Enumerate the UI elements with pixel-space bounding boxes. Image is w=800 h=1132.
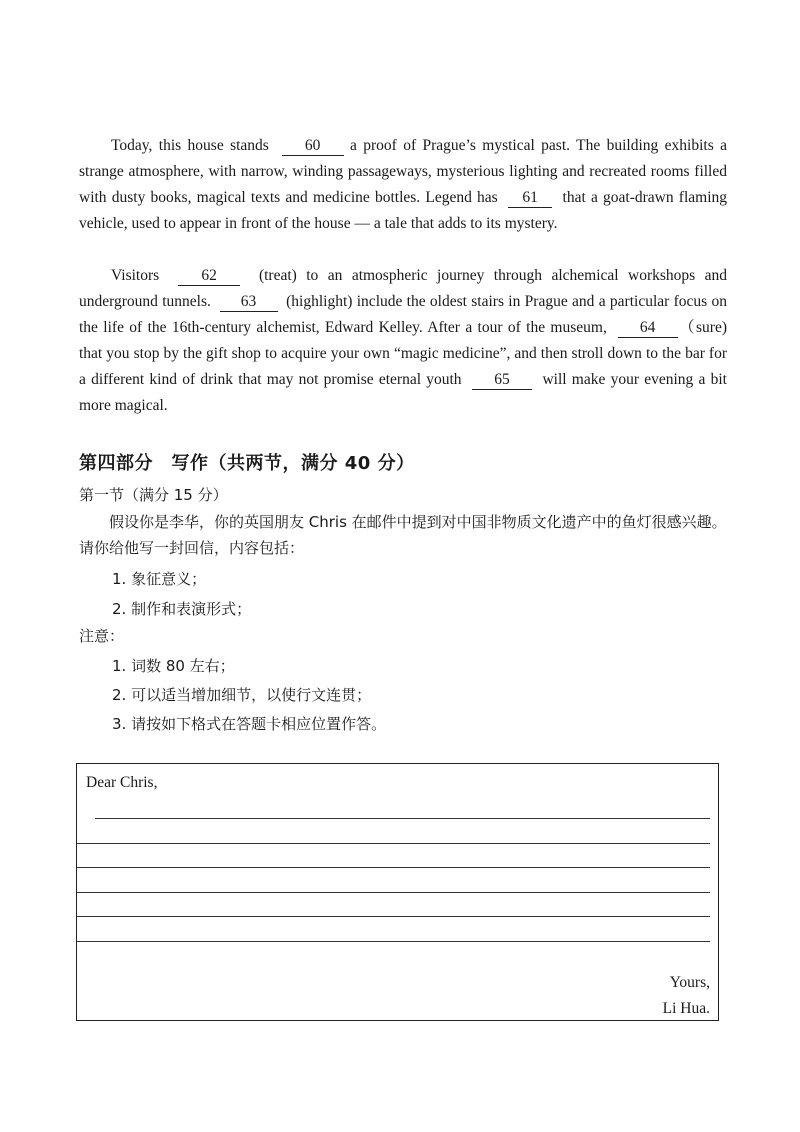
writing-line[interactable]: [77, 867, 710, 868]
blank-63[interactable]: 63: [220, 293, 278, 312]
content-point-2: 2. 制作和表演形式；: [112, 600, 252, 618]
writing-line[interactable]: [77, 892, 710, 893]
reading-paragraph-1: Today, this house stands 60 a proof of Prague’s mystical past. The building exhibits a strange atmosphere, with narrow, winding passageways, mysterious lighting and recreated rooms filled with dusty books, magical texts and medicine bottles. Legend has 61 that a goat-drawn flaming vehicle, used to appear in front of the house — a tale that adds to its mystery.: [79, 137, 728, 232]
letter-greeting: Dear Chris,: [86, 774, 158, 791]
note-item-3: 3. 请按如下格式在答题卡相应位置作答。: [112, 715, 387, 733]
answer-box: [76, 763, 719, 1021]
content-point-1: 1. 象征意义；: [112, 570, 207, 588]
blank-60[interactable]: 60: [282, 137, 344, 156]
blank-62[interactable]: 62: [178, 267, 240, 286]
note-item-2: 2. 可以适当增加细节，以使行文连贯；: [112, 686, 372, 704]
subsection-title: 第一节（满分 15 分）: [79, 486, 228, 504]
blank-64[interactable]: 64: [618, 319, 678, 338]
note-item-1: 1. 词数 80 左右；: [112, 657, 235, 675]
reading-paragraph-2: Visitors 62 (treat) to an atmospheric journey through alchemical workshops and underground tunnels. 63 (highlight) include the oldest stairs in Prague and a particular focus on the life of the 16th-century alchemist, Edward Kelley. After a tour of the museum, 64 （sure) that you stop by the gift shop to acquire your own “magic medicine”, and then stroll down to the bar for a different kind of drink that may not promise eternal youth 65 will make your evening a bit more magical.: [79, 267, 728, 414]
writing-line[interactable]: [95, 818, 710, 819]
section-title: 第四部分 写作（共两节，满分 40 分）: [79, 453, 415, 474]
writing-line[interactable]: [77, 916, 710, 917]
note-label: 注意：: [79, 627, 125, 645]
letter-closing: Yours,: [669, 974, 710, 991]
task-description: 假设你是李华，你的英国朋友 Chris 在邮件中提到对中国非物质文化遗产中的鱼灯很感兴趣。请你给他写一封回信，内容包括：: [79, 513, 727, 557]
blank-61[interactable]: 61: [508, 189, 552, 208]
writing-line[interactable]: [77, 941, 710, 942]
letter-signature: Li Hua.: [662, 1000, 710, 1017]
blank-65[interactable]: 65: [472, 371, 532, 390]
writing-line[interactable]: [77, 843, 710, 844]
